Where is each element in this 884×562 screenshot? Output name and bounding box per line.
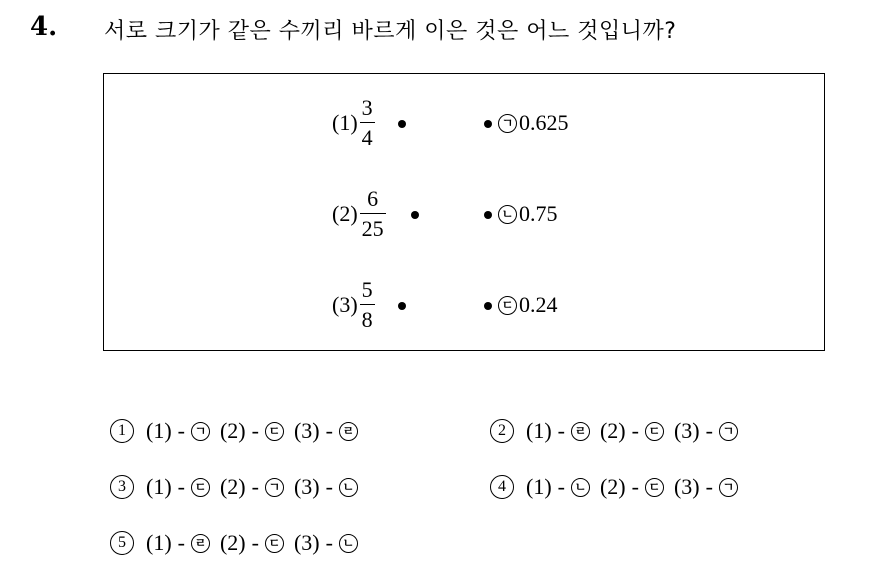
pair-left: (2) bbox=[599, 418, 626, 443]
circled-marker-icon: ㄱ bbox=[191, 422, 210, 441]
fraction-numerator: 3 bbox=[361, 94, 373, 120]
pair-dash: - bbox=[631, 418, 639, 443]
choice-pair bbox=[674, 474, 740, 500]
answer-choice-1[interactable] bbox=[110, 418, 368, 444]
pair-dash: - bbox=[251, 530, 259, 555]
pair-dash: - bbox=[325, 474, 333, 499]
circled-marker-icon: ㄴ bbox=[339, 478, 358, 497]
pair-left: (1) bbox=[146, 418, 172, 443]
choice-pair bbox=[600, 474, 666, 500]
pair-dash: - bbox=[557, 418, 565, 443]
choice-pair bbox=[526, 474, 592, 500]
right-item-value: 0.625 bbox=[519, 110, 569, 135]
fraction bbox=[360, 94, 375, 151]
answer-choice-5[interactable] bbox=[110, 530, 368, 556]
left-item bbox=[332, 270, 375, 340]
pair-dash: - bbox=[705, 418, 713, 443]
pair-left: (1) bbox=[146, 530, 172, 555]
pair-left: (3) bbox=[293, 530, 320, 555]
right-item bbox=[498, 270, 558, 340]
choice-pair bbox=[526, 418, 592, 444]
fraction bbox=[360, 276, 375, 333]
pair-left: (3) bbox=[293, 474, 320, 499]
matching-row bbox=[104, 179, 824, 249]
choice-pair bbox=[146, 418, 212, 444]
pair-dash: - bbox=[177, 530, 185, 555]
circled-marker-icon: ㄷ bbox=[265, 422, 284, 441]
left-item-label: (3) bbox=[332, 292, 358, 317]
right-item bbox=[498, 179, 558, 249]
choice-number-icon: 3 bbox=[110, 475, 134, 499]
choice-number-icon: 2 bbox=[490, 419, 514, 443]
circled-marker-icon: ㄷ bbox=[645, 422, 664, 441]
left-item-label: (2) bbox=[332, 201, 358, 226]
right-connect-dot[interactable] bbox=[484, 302, 492, 310]
choice-pair bbox=[146, 474, 212, 500]
pair-dash: - bbox=[325, 530, 333, 555]
choice-pair bbox=[146, 530, 212, 556]
fraction-denominator: 25 bbox=[361, 216, 384, 242]
matching-row bbox=[104, 88, 824, 158]
pair-dash: - bbox=[177, 418, 185, 443]
circled-marker-icon: ㄱ bbox=[498, 114, 517, 133]
answer-choice-3[interactable] bbox=[110, 474, 368, 500]
circled-marker-icon: ㄱ bbox=[719, 478, 738, 497]
pair-left: (3) bbox=[673, 474, 700, 499]
pair-dash: - bbox=[631, 474, 639, 499]
question-text: 서로 크기가 같은 수끼리 바르게 이은 것은 어느 것입니까? bbox=[104, 19, 677, 44]
left-connect-dot[interactable] bbox=[411, 211, 419, 219]
left-connect-dot[interactable] bbox=[398, 120, 406, 128]
circled-marker-icon: ㄷ bbox=[265, 534, 284, 553]
right-item bbox=[498, 88, 569, 158]
left-item-label: (1) bbox=[332, 110, 358, 135]
circled-marker-icon: ㄹ bbox=[191, 534, 210, 553]
circled-marker-icon: ㄴ bbox=[498, 205, 517, 224]
pair-dash: - bbox=[325, 418, 333, 443]
right-connect-dot[interactable] bbox=[484, 211, 492, 219]
pair-left: (2) bbox=[599, 474, 626, 499]
circled-marker-icon: ㄷ bbox=[191, 478, 210, 497]
pair-left: (3) bbox=[293, 418, 320, 443]
circled-marker-icon: ㄱ bbox=[265, 478, 284, 497]
pair-dash: - bbox=[251, 418, 259, 443]
circled-marker-icon: ㄷ bbox=[498, 296, 517, 315]
answer-choice-2[interactable] bbox=[490, 418, 748, 444]
choice-pair bbox=[220, 474, 286, 500]
fraction-denominator: 8 bbox=[361, 307, 373, 333]
pair-left: (1) bbox=[526, 474, 552, 499]
choice-pair bbox=[294, 474, 360, 500]
pair-left: (2) bbox=[219, 418, 246, 443]
circled-marker-icon: ㄹ bbox=[339, 422, 358, 441]
pair-dash: - bbox=[177, 474, 185, 499]
circled-marker-icon: ㄱ bbox=[719, 422, 738, 441]
pair-left: (3) bbox=[673, 418, 700, 443]
fraction-denominator: 4 bbox=[361, 125, 373, 151]
choice-pair bbox=[294, 418, 360, 444]
right-item-value: 0.75 bbox=[519, 201, 558, 226]
choice-pair bbox=[220, 418, 286, 444]
circled-marker-icon: ㄴ bbox=[339, 534, 358, 553]
pair-dash: - bbox=[557, 474, 565, 499]
choice-pair bbox=[294, 530, 360, 556]
left-item bbox=[332, 179, 386, 249]
right-item-value: 0.24 bbox=[519, 292, 558, 317]
circled-marker-icon: ㄴ bbox=[571, 478, 590, 497]
choice-number-icon: 5 bbox=[110, 531, 134, 555]
pair-dash: - bbox=[705, 474, 713, 499]
pair-left: (2) bbox=[219, 474, 246, 499]
choice-pair bbox=[674, 418, 740, 444]
circled-marker-icon: ㄷ bbox=[645, 478, 664, 497]
circled-marker-icon: ㄹ bbox=[571, 422, 590, 441]
pair-left: (1) bbox=[146, 474, 172, 499]
left-connect-dot[interactable] bbox=[398, 302, 406, 310]
question-number: 4. bbox=[30, 12, 58, 42]
pair-left: (1) bbox=[526, 418, 552, 443]
fraction bbox=[360, 185, 386, 242]
pair-dash: - bbox=[251, 474, 259, 499]
choice-number-icon: 4 bbox=[490, 475, 514, 499]
fraction-numerator: 6 bbox=[367, 185, 379, 211]
right-connect-dot[interactable] bbox=[484, 120, 492, 128]
answer-choice-4[interactable] bbox=[490, 474, 748, 500]
matching-box bbox=[103, 73, 825, 351]
pair-left: (2) bbox=[219, 530, 246, 555]
left-item bbox=[332, 88, 375, 158]
fraction-numerator: 5 bbox=[361, 276, 373, 302]
choice-pair bbox=[600, 418, 666, 444]
choice-number-icon: 1 bbox=[110, 419, 134, 443]
choice-pair bbox=[220, 530, 286, 556]
matching-row bbox=[104, 270, 824, 340]
